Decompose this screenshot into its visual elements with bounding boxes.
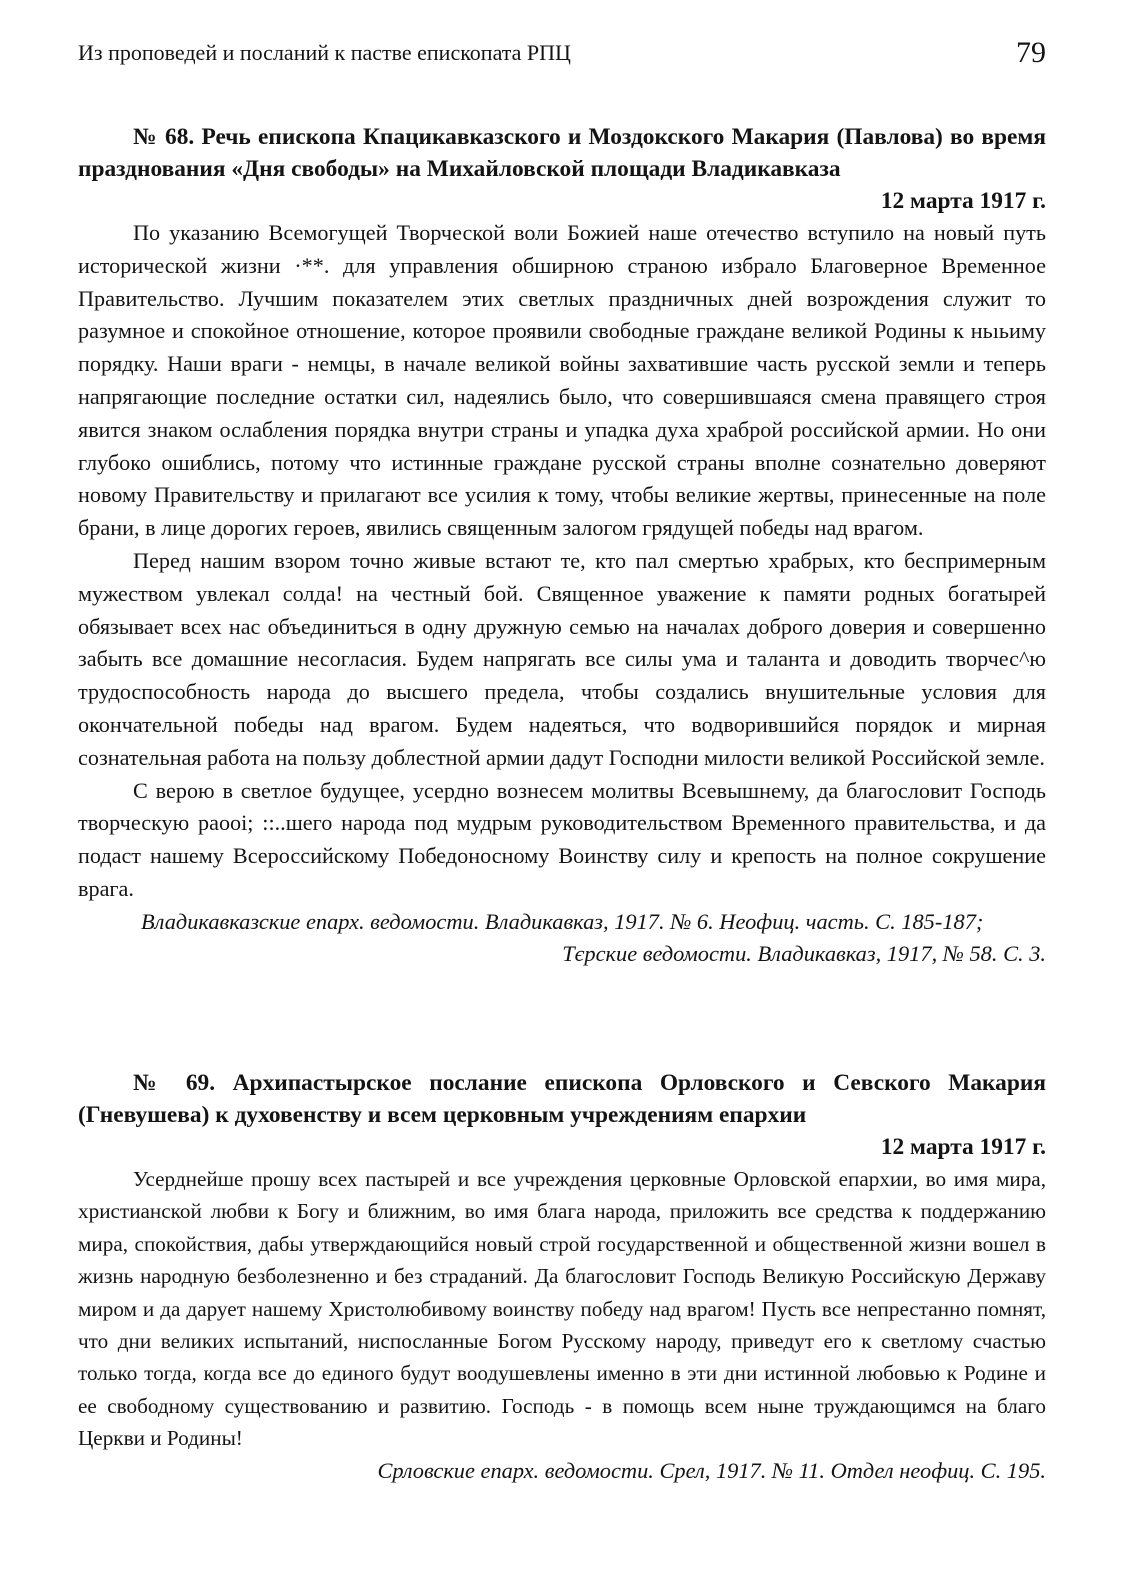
paragraph: Усерднейше прошу всех пастырей и все учреждения церковные Орловской епархии, во имя мира, христианской любви к Богу и ближним, во имя блага народа, приложить все средства к поддержанию мира, спокойствия, дабы утверждающийся новый строй государственной и общественной жизни вошел в жизнь народную безболезненно и без страданий. Да благословит Господь Великую Российскую Державу миром и да дарует нашему Христолюбивому воинству победу над врагом! Пусть все непрестанно помнят, что дни великих испытаний, ниспосланные Богом Русскому народу, приведут его к светлому счастью только тогда, когда все до единого будут воодушевлены именно в эти дни истинной любовью к Родине и ее свободному существованию и развитию. Господь - в помощь всем ныне труждающимся на благо Церкви и Родины! (78, 1167, 1046, 1451)
paragraph: По указанию Всемогущей Творческой воли Божией наше отечество вступило на новый путь исторической жизни ·**. для управления обширною страною избрало Благоверное Временное Правительство. Лучшим показателем этих светлых праздничных дней возрождения служит то разумное и спокойное отношение, которое проявили свободные граждане великой Родины к ньıьиму порядку. Наши враги - немцы, в начале великой войны захватившие часть русской земли и теперь напрягающие последние остатки сил, надеялись было, что совершившаяся смена правящего строя явится знаком ослабления порядка внутри страны и упадка духа храброй российской армии. Но они глубоко ошиблись, потому что истинные граждане русской страны вполне сознательно доверяют новому Правительству и прилагают все усилия к тому, чтобы великие жертвы, принесенные на поле брани, в лице дорогих героев, явились священным залогом грядущей победы над врагом. (78, 220, 1046, 541)
source-citation: Тєрские ведомости. Владикавказ, 1917, № 58. С. 3. (562, 940, 1046, 966)
paragraph: С верою в светлое будущее, усердно вознесем молитвы Всевышнему, да благословит Господь творческую раооі; ::..шего народа под мудрым руководительством Временного правительства, и да подаст нашему Всероссийскому Победоносному Воинству силу и крепость на полное сокрушение врага. (78, 777, 1046, 901)
document-date: 12 марта 1917 г. (880, 188, 1046, 214)
source-citation: Владикавказские епɑрх. ведомости. Владикавказ, 1917. № 6. Неофиц. часть. С. 185-187; (141, 908, 984, 934)
paragraph: Перед нашим взором точно живые встают те, кто пал смертью храбрых, кто беспримерным мужеством увлекал солда! на честный бой. Священное уважение к памяти родных богатырей обязывает всех нас объединиться в одну дружную семью на началах доброго доверия и совершенно забыть все домашние несогласия. Будем напрягать все силы ума и таланта и доводить творчес^ю трудоспособность народа до высшего предела, чтобы создались внушительные условия для окончательной победы над врагом. Будем надеяться, что водворившийся порядок и мирная сознательная работа на пользу доблестной армии дадут Господни милости великой Российской земле. (78, 547, 1046, 770)
document-title: № 69. Архипастырское послание епископа Орловского и Севского Макария (Гневушева) к духовенству и всем церковным учреждениям епархии (78, 1070, 1046, 1128)
document-69 (78, 1067, 1046, 1487)
source-citation: Срловские епарх. ведомости. Срел, 1917. № 11. Отдел неофиц. С. 195. (377, 1457, 1046, 1483)
document-title: № 68. Речь епископа Кпацикавказского и Моздокского Макария (Павлова) во время празднования «Дня свободы» на Михайловской площади Владикавказа (78, 124, 1046, 182)
page-number: 79 (1016, 36, 1046, 69)
running-title: Из проповедей и посланий к пастве епископата РПЦ (78, 40, 571, 65)
document-68 (78, 121, 1046, 970)
running-header (78, 38, 1046, 70)
document-date: 12 марта 1917 г. (880, 1134, 1046, 1160)
